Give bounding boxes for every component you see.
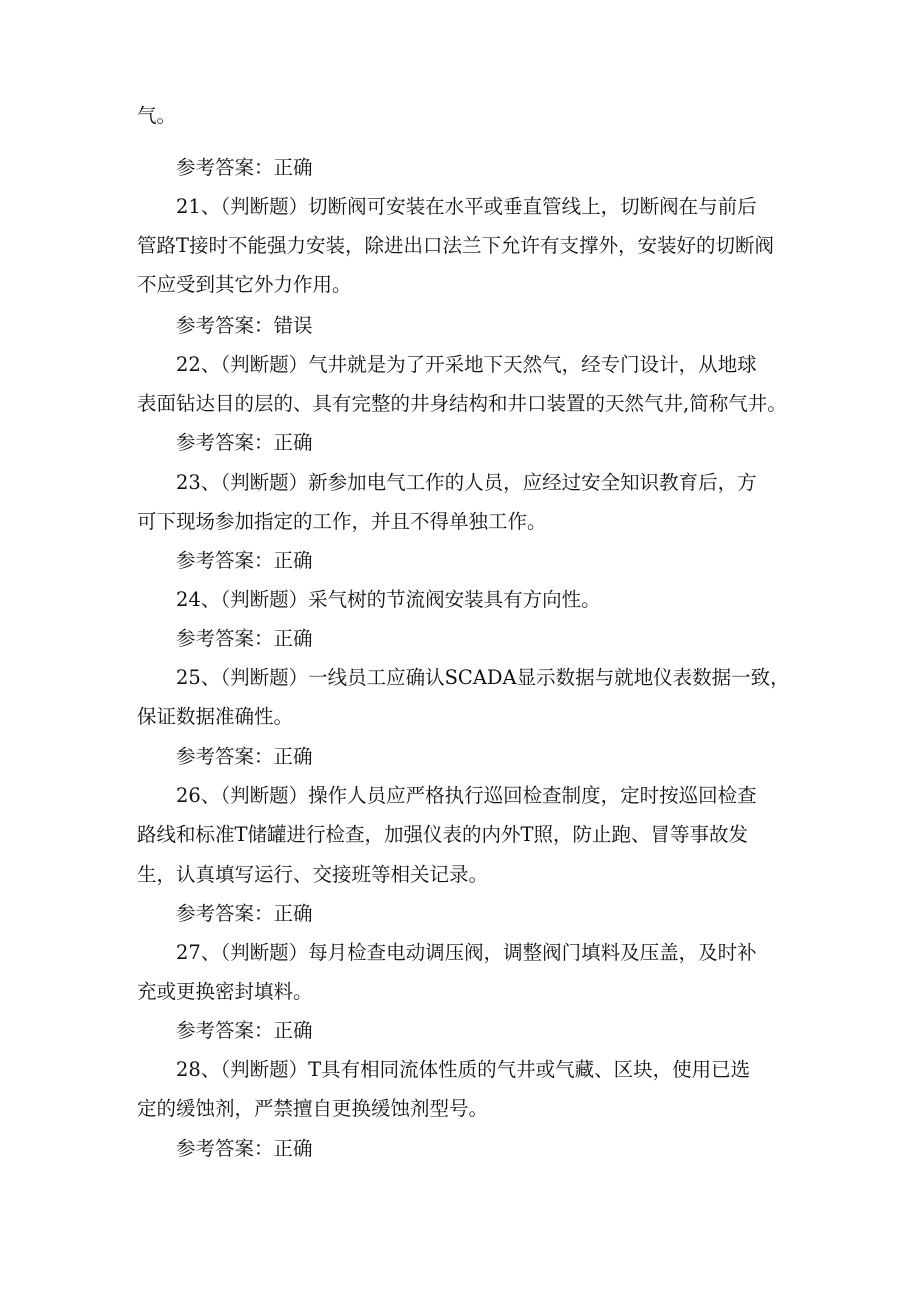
question-text: 路线和标准T储罐进行检查，加强仪表的内外T照，防止跑、冒等事故发	[137, 823, 749, 846]
question-line	[0, 658, 920, 697]
question-line	[0, 933, 920, 972]
question-text: 21、（判断题）切断阀可安装在水平或垂直管线上，切断阀在与前后	[176, 195, 757, 218]
answer-text: 参考答案：正确	[176, 902, 313, 925]
answer-text: 参考答案：正确	[176, 549, 313, 572]
question-text: 生，认真填写运行、交接班等相关记录。	[137, 863, 489, 886]
question-line	[0, 855, 920, 894]
question-text: 可下现场参加指定的工作，并且不得单独工作。	[137, 510, 547, 533]
question-line	[0, 384, 920, 423]
question-text: 26、（判断题）操作人员应严格执行巡回检查制度，定时按巡回检查	[176, 784, 757, 807]
question-line	[0, 1050, 920, 1089]
answer-line	[0, 148, 920, 187]
question-text: 表面钻达目的层的、具有完整的井身结构和井口装置的天然气井,简称气井。	[137, 392, 787, 415]
answer-line	[0, 1011, 920, 1050]
question-line	[0, 697, 920, 736]
line-text: 气。	[137, 104, 177, 127]
question-text: 25、（判断题）一线员工应确认SCADA显示数据与就地仪表数据一致，	[176, 666, 790, 689]
answer-text: 参考答案：正确	[176, 156, 313, 179]
question-text: 28、（判断题）T具有相同流体性质的气井或气藏、区块，使用已选	[176, 1058, 751, 1081]
question-line	[0, 265, 920, 304]
question-text: 23、（判断题）新参加电气工作的人员，应经过安全知识教育后，方	[176, 471, 757, 494]
question-text: 管路T接时不能强力安装，除进出口法兰下允许有支撑外，安装好的切断阀	[137, 234, 775, 257]
answer-line	[0, 1129, 920, 1168]
answer-line	[0, 306, 920, 345]
question-text: 22、（判断题）气井就是为了开采地下天然气，经专门设计，从地球	[176, 353, 757, 376]
answer-text: 参考答案：正确	[176, 745, 313, 768]
question-text: 不应受到其它外力作用。	[137, 273, 352, 296]
answer-line	[0, 894, 920, 933]
answer-line	[0, 737, 920, 776]
answer-line	[0, 541, 920, 580]
answer-text: 参考答案：正确	[176, 431, 313, 454]
answer-text: 参考答案：正确	[176, 1019, 313, 1042]
question-text: 充或更换密封填料。	[137, 980, 313, 1003]
question-line	[0, 1089, 920, 1128]
question-line	[0, 580, 920, 619]
question-line	[0, 463, 920, 502]
question-line	[0, 226, 920, 265]
question-line	[0, 776, 920, 815]
question-line	[0, 345, 920, 384]
answer-text: 参考答案：错误	[176, 314, 313, 337]
question-line	[0, 815, 920, 854]
question-text: 定的缓蚀剂，严禁擅自更换缓蚀剂型号。	[137, 1097, 489, 1120]
question-text: 24、（判断题）采气树的节流阀安装具有方向性。	[176, 588, 601, 611]
answer-line	[0, 423, 920, 462]
answer-text: 参考答案：正确	[176, 1137, 313, 1160]
answer-text: 参考答案：正确	[176, 627, 313, 650]
question-text: 保证数据准确性。	[137, 705, 294, 728]
question-line	[0, 187, 920, 226]
question-line	[0, 502, 920, 541]
answer-line	[0, 619, 920, 658]
text-line	[0, 96, 920, 135]
question-line	[0, 972, 920, 1011]
question-text: 27、（判断题）每月检查电动调压阀，调整阀门填料及压盖，及时补	[176, 941, 757, 964]
